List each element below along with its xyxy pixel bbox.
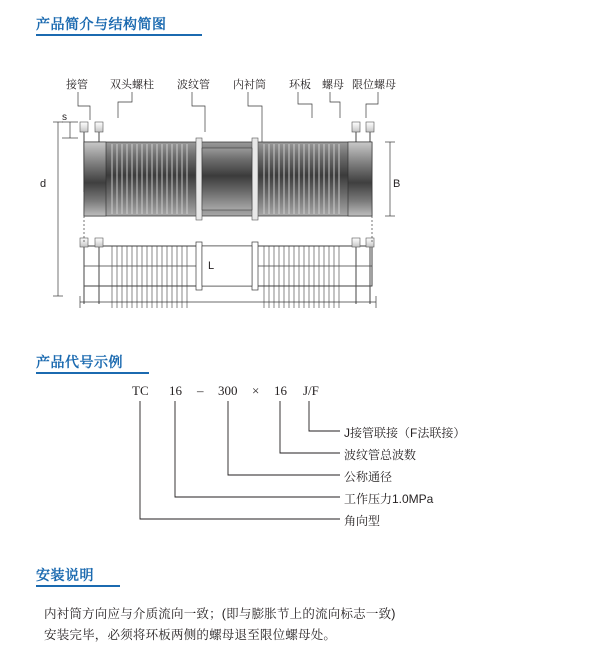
code-desc-pressure: 工作压力1.0MPa <box>344 492 434 506</box>
code-token-wave-count: 16 <box>274 383 287 398</box>
code-desc-diameter: 公称通径 <box>344 470 393 484</box>
section-underline-code <box>36 372 149 374</box>
dimension-label-B: B <box>393 178 401 190</box>
callout-label-xianwei-luomu: 限位螺母 <box>352 79 396 91</box>
section-title-install: 安装说明 <box>36 567 94 583</box>
code-desc-connection: J接管联接（F法联接） <box>344 426 466 440</box>
code-token-diameter: 300 <box>218 383 238 398</box>
install-note-line-2: 安装完毕，必须将环板两侧的螺母退至限位螺母处。 <box>44 628 337 642</box>
callout-label-jieguan: 接管 <box>66 79 88 91</box>
callout-label-neichentong: 内衬筒 <box>233 79 266 91</box>
code-desc-type: 角向型 <box>344 514 381 528</box>
callout-label-huanban: 环板 <box>289 79 311 91</box>
code-token-pressure: 16 <box>169 383 182 398</box>
code-token-series: TC <box>132 383 149 398</box>
code-token-times: × <box>252 383 260 398</box>
dimension-label-s: s <box>62 112 67 123</box>
code-desc-wave-count: 波纹管总波数 <box>344 448 417 462</box>
code-token-dash: – <box>197 383 204 398</box>
section-title-intro: 产品简介与结构简图 <box>36 16 167 32</box>
section-underline-install <box>36 585 120 587</box>
section-title-code: 产品代号示例 <box>36 354 123 370</box>
code-leader-lines <box>0 375 600 540</box>
structure-diagram <box>0 60 600 310</box>
install-note-line-1: 内衬筒方向应与介质流向一致；(即与膨胀节上的流向标志一致) <box>44 607 396 621</box>
callout-label-shuangtou-luozhu: 双头螺柱 <box>110 79 154 91</box>
product-code-example <box>0 375 600 540</box>
code-token-connection: J/F <box>303 383 319 398</box>
callout-label-bowenguan: 波纹管 <box>177 79 210 91</box>
diagram-svg <box>0 60 600 310</box>
dimension-label-L: L <box>208 260 215 272</box>
callout-label-luomu: 螺母 <box>322 79 344 91</box>
dimension-label-d: d <box>40 178 47 190</box>
section-underline-intro <box>36 34 202 36</box>
